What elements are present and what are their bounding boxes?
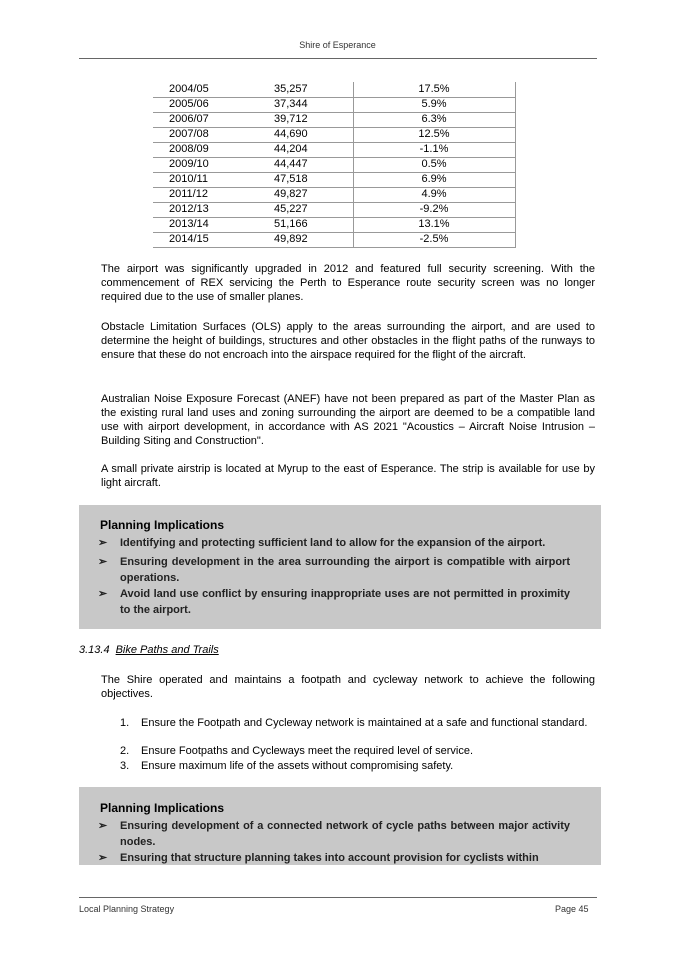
value-cell: 37,344: [272, 97, 353, 112]
list-item: 3. Ensure maximum life of the assets without compromising safety.: [120, 760, 454, 772]
planning-item: ➢ Ensuring development of a connected network of cycle paths between major activity nodes.: [98, 820, 570, 848]
airstrip-paragraph: A small private airstrip is located at Myrup to the east of Esperance. The strip is available for use by light aircraft.: [101, 463, 595, 489]
value-cell: 45,227: [272, 202, 353, 217]
table-row: [153, 112, 515, 127]
value-cell: 39,712: [272, 112, 353, 127]
year-cell: 2007/08: [153, 127, 272, 142]
arrow-bullet-icon: ➢: [98, 852, 108, 864]
planning-item: ➢ Identifying and protecting sufficient land to allow for the expansion of the airport.: [98, 537, 546, 549]
change-cell: -9.2%: [353, 202, 515, 217]
table-row: [153, 187, 515, 202]
year-cell: 2009/10: [153, 157, 272, 172]
airport-upgrade-paragraph: The airport was significantly upgraded in 2012 and featured full security screening. With the commencement of REX servicing the Perth to Esperance route security screen was no longer required due to the use of smaller planes.: [101, 263, 595, 303]
planning-item: ➢ Ensuring that structure planning takes into account provision for cyclists within: [98, 852, 539, 864]
value-cell: 49,892: [272, 232, 353, 247]
table-row: [153, 172, 515, 187]
ols-paragraph: Obstacle Limitation Surfaces (OLS) apply to the areas surrounding the airport, and are used to determine the height of buildings, structures and other obstacles in the flight paths of the runways to ensure that these do not encroach into the airspace required for the flight of the aircraft.: [101, 321, 595, 361]
change-cell: 5.9%: [353, 97, 515, 112]
planning-implications-box-bike-paths: [79, 787, 601, 865]
arrow-bullet-icon: ➢: [98, 537, 108, 549]
year-cell: 2005/06: [153, 97, 272, 112]
value-cell: 35,257: [272, 82, 353, 97]
year-cell: 2008/09: [153, 142, 272, 157]
table-row: [153, 157, 515, 172]
year-cell: 2013/14: [153, 217, 272, 232]
planning-item: ➢ Avoid land use conflict by ensuring inappropriate uses are not permitted in proximity to the airport.: [98, 588, 570, 616]
change-cell: 6.9%: [353, 172, 515, 187]
year-cell: 2011/12: [153, 187, 272, 202]
change-cell: 6.3%: [353, 112, 515, 127]
anef-paragraph: Australian Noise Exposure Forecast (ANEF) have not been prepared as part of the Master Plan as the existing rural land uses and zoning surrounding the airport are deemed to be a compatible land use with airport development, in accordance with AS 2021 "Acoustics – Aircraft Noise Intrusion – Building Siting and Construction".: [101, 393, 595, 447]
value-cell: 49,827: [272, 187, 353, 202]
section-title: Bike Paths and Trails: [115, 644, 219, 656]
header-divider: [79, 58, 597, 59]
table-row: [153, 97, 515, 112]
change-cell: 13.1%: [353, 217, 515, 232]
change-cell: 17.5%: [353, 82, 515, 97]
value-cell: 44,690: [272, 127, 353, 142]
table-row: [153, 82, 515, 97]
change-cell: 12.5%: [353, 127, 515, 142]
change-cell: 0.5%: [353, 157, 515, 172]
table-row: [153, 232, 515, 247]
year-cell: 2006/07: [153, 112, 272, 127]
planning-implications-heading: Planning Implications: [100, 518, 225, 532]
arrow-bullet-icon: ➢: [98, 588, 108, 600]
footer-document-title: Local Planning Strategy: [79, 904, 175, 914]
list-item: 1. Ensure the Footpath and Cycleway network is maintained at a safe and functional standard.: [120, 717, 588, 729]
statistics-table: [153, 82, 516, 248]
value-cell: 44,204: [272, 142, 353, 157]
value-cell: 44,447: [272, 157, 353, 172]
arrow-bullet-icon: ➢: [98, 556, 108, 568]
value-cell: 51,166: [272, 217, 353, 232]
change-cell: -1.1%: [353, 142, 515, 157]
planning-implications-heading: Planning Implications: [100, 801, 225, 815]
planning-implications-box-airport: [79, 505, 601, 629]
year-cell: 2014/15: [153, 232, 272, 247]
footer-divider: [79, 897, 597, 898]
change-cell: -2.5%: [353, 232, 515, 247]
year-cell: 2004/05: [153, 82, 272, 97]
value-cell: 47,518: [272, 172, 353, 187]
section-number: 3.13.4: [79, 644, 110, 656]
arrow-bullet-icon: ➢: [98, 820, 108, 832]
table-row: [153, 127, 515, 142]
table-row: [153, 217, 515, 232]
change-cell: 4.9%: [353, 187, 515, 202]
list-item: 2. Ensure Footpaths and Cycleways meet the required level of service.: [120, 745, 473, 757]
bike-paths-intro-paragraph: The Shire operated and maintains a footpath and cycleway network to achieve the following objectives.: [101, 674, 595, 700]
section-heading-bike-paths: [79, 644, 219, 656]
year-cell: 2012/13: [153, 202, 272, 217]
table-row: [153, 142, 515, 157]
planning-item: ➢ Ensuring development in the area surrounding the airport is compatible with airport operations.: [98, 556, 570, 584]
footer-page-number: Page 45: [555, 904, 589, 914]
page-header: Shire of Esperance: [299, 40, 376, 50]
year-cell: 2010/11: [153, 172, 272, 187]
table-row: [153, 202, 515, 217]
